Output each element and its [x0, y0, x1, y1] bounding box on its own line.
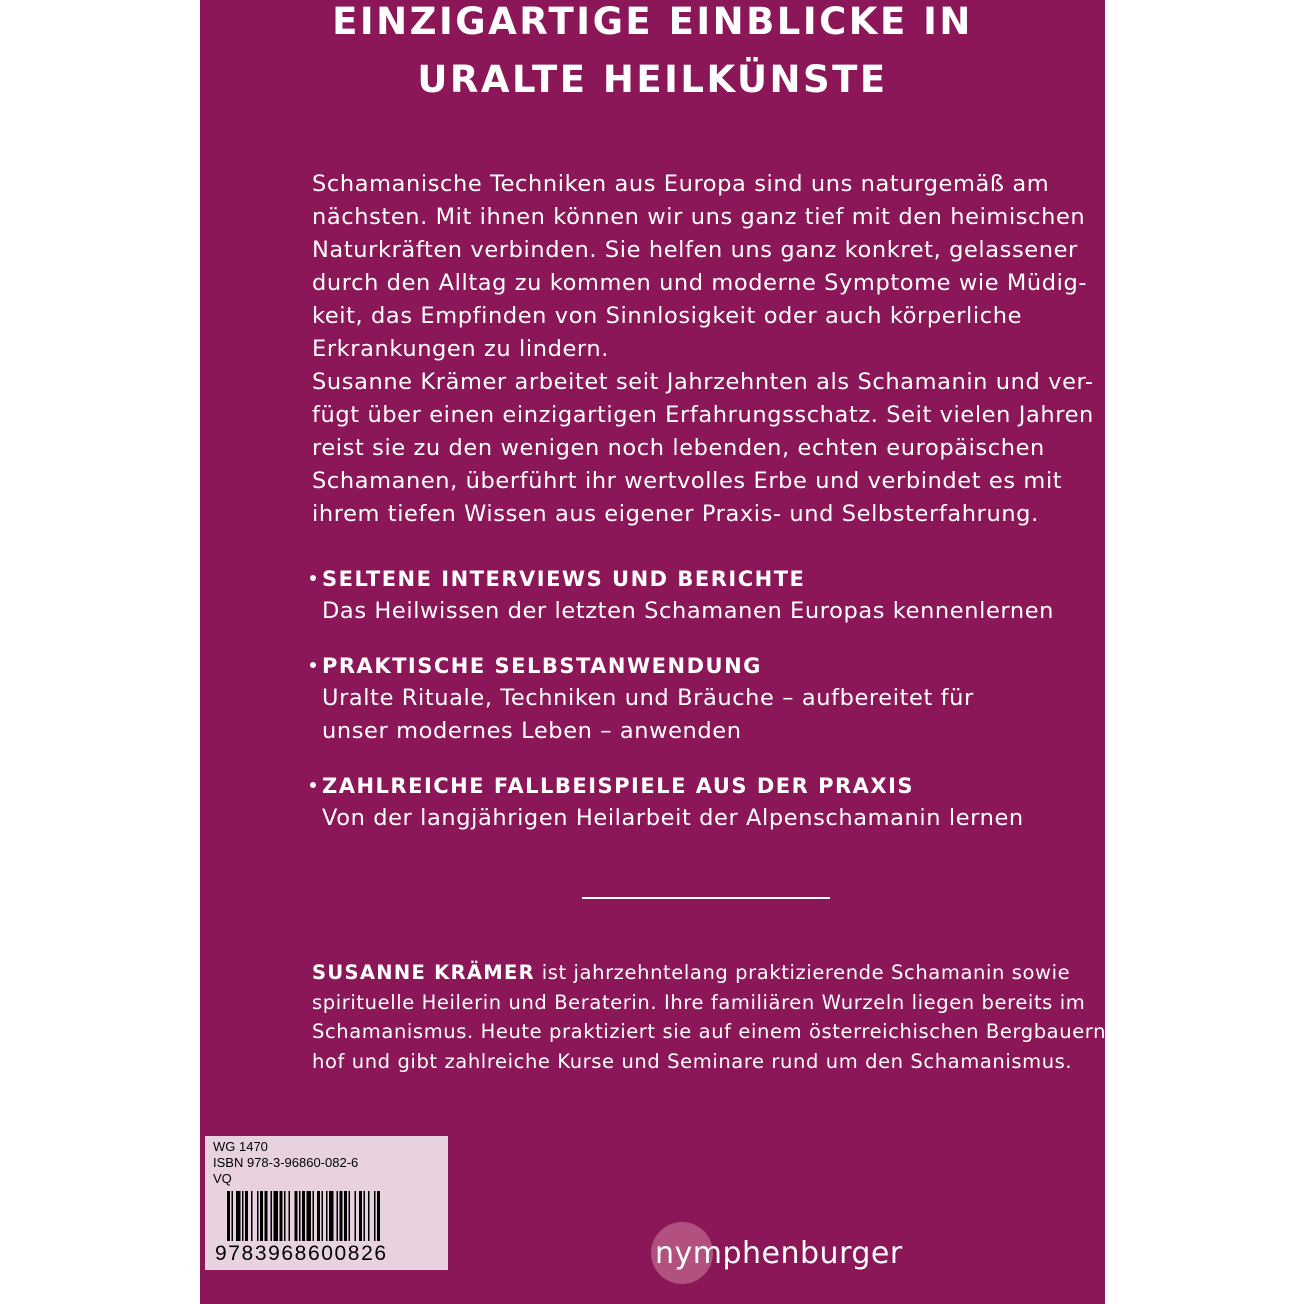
- bullet-icon: [310, 662, 316, 668]
- warengruppe: WG 1470: [213, 1139, 268, 1154]
- description-line: ihrem tiefen Wissen aus eigener Praxis- und Selbsterfahrung.: [312, 501, 1039, 527]
- feature-line: unser modernes Leben – anwenden: [322, 718, 742, 744]
- description-line: Schamanen, überführt ihr wertvolles Erbe und verbindet es mit: [312, 468, 1063, 494]
- description-line: fügt über einen einzigartigen Erfahrungsschatz. Seit vielen Jahren: [312, 402, 1094, 428]
- description-line: keit, das Empfinden von Sinnlosigkeit oder auch körperliche: [312, 303, 1023, 329]
- publisher-name: nymphenburger: [655, 1236, 903, 1271]
- barcode-label: [205, 1136, 448, 1270]
- publisher-logo: [655, 1236, 903, 1271]
- isbn: ISBN 978-3-96860-082-6: [213, 1155, 359, 1170]
- feature-title: PRAKTISCHE SELBSTANWENDUNG: [322, 654, 762, 678]
- author-bio-line: spirituelle Heilerin und Beraterin. Ihre familiären Wurzeln liegen bereits im: [312, 990, 1086, 1014]
- vq-code: VQ: [213, 1171, 232, 1186]
- description-line: Schamanische Techniken aus Europa sind uns naturgemäß am: [312, 171, 1050, 197]
- book-back-cover: [200, 0, 1114, 1304]
- feature-interviews: [310, 563, 1100, 628]
- description: [312, 168, 1102, 531]
- description-line: Naturkräften verbinden. Sie helfen uns ganz konkret, gelassener: [312, 237, 1078, 263]
- headline: [200, 0, 1105, 108]
- description-line: Erkrankungen zu lindern.: [312, 336, 609, 362]
- feature-line: Uralte Rituale, Techniken und Bräuche – aufbereitet für: [322, 685, 974, 711]
- feature-fallbeispiele: [310, 770, 1100, 835]
- headline-line-2: URALTE HEILKÜNSTE: [417, 58, 888, 101]
- feature-title: ZAHLREICHE FALLBEISPIELE AUS DER PRAXIS: [322, 774, 915, 798]
- barcode-digits: 9783968600826: [215, 1242, 388, 1265]
- bullet-icon: [310, 782, 316, 788]
- author-name: SUSANNE KRÄMER: [312, 961, 535, 984]
- description-line: reist sie zu den wenigen noch lebenden, echten europäischen: [312, 435, 1045, 461]
- feature-line: Das Heilwissen der letzten Schamanen Europas kennenlernen: [322, 598, 1055, 624]
- feature-selbstanwendung: [310, 650, 1100, 748]
- author-bio-line: hof und gibt zahlreiche Kurse und Seminare rund um den Schamanismus.: [312, 1049, 1073, 1073]
- bullet-icon: [310, 575, 316, 581]
- author-bio-line: ist jahrzehntelang praktizierende Schamanin sowie: [534, 961, 1071, 984]
- author-bio-line: Schamanismus. Heute praktiziert sie auf einem österreichischen Bergbauern-: [312, 1020, 1114, 1043]
- divider-line: [582, 897, 830, 899]
- feature-line: Von der langjährigen Heilarbeit der Alpenschamanin lernen: [322, 805, 1024, 831]
- description-line: nächsten. Mit ihnen können wir uns ganz tief mit den heimischen: [312, 204, 1086, 230]
- feature-title: SELTENE INTERVIEWS UND BERICHTE: [322, 567, 806, 591]
- description-line: durch den Alltag zu kommen und moderne Symptome wie Müdig-: [312, 270, 1088, 296]
- headline-line-1: EINZIGARTIGE EINBLICKE IN: [332, 0, 973, 43]
- author-bio: [312, 958, 1114, 1076]
- barcode-icon: [227, 1191, 432, 1241]
- description-line: Susanne Krämer arbeitet seit Jahrzehnten als Schamanin und ver-: [312, 369, 1094, 395]
